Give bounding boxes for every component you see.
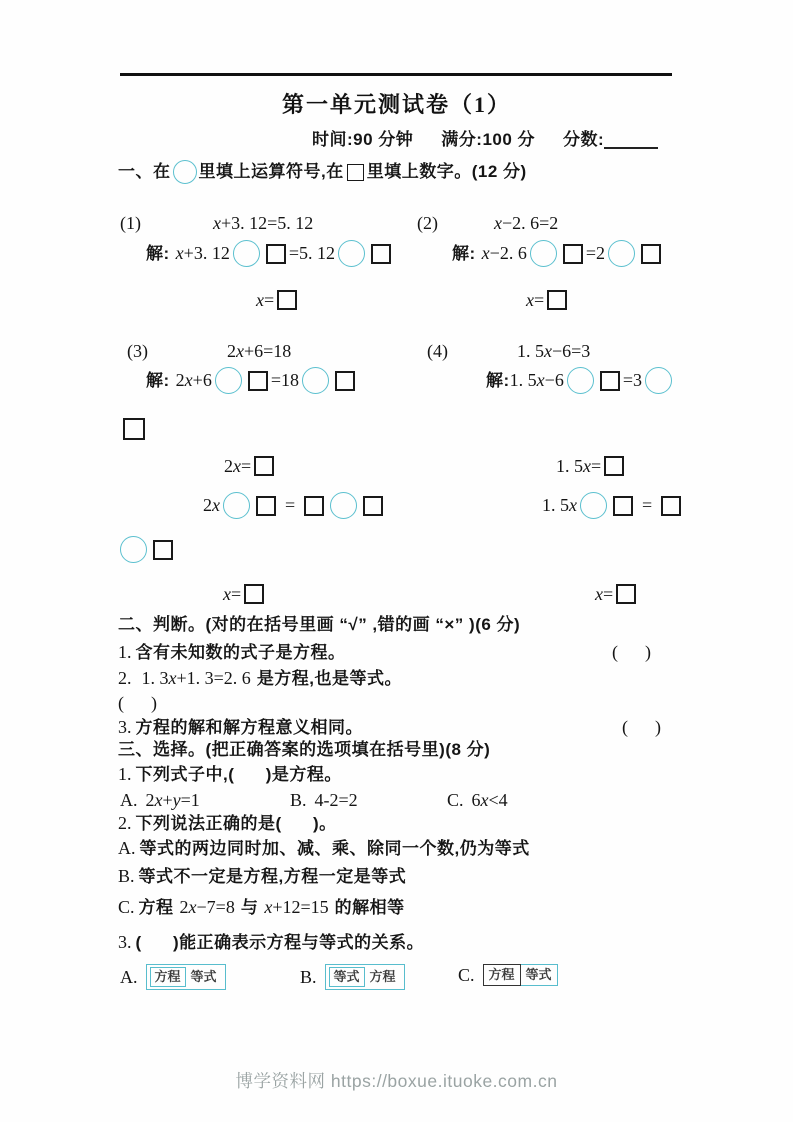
problem-3-equation: 2 x +6=18 [227, 341, 292, 361]
problem-1-equation: x +3. 12=5. 12 [213, 213, 314, 233]
section3-heading: 三、选择。(把正确答案的选项填在括号里)(8 分) [118, 740, 491, 759]
choice-q2-option-b [118, 865, 406, 888]
item-text: 下列式子中,( )是方程。 [135, 764, 342, 784]
x-equals: x= [595, 584, 614, 604]
number-box [304, 496, 324, 516]
choice-q2-option-a [118, 837, 530, 860]
solve-lhs: x−2. 6 [481, 243, 527, 264]
venn-outer-label: 等式 [190, 969, 217, 984]
option-text-post: 的解相等 [334, 897, 405, 917]
problem-3-answer-row [223, 583, 267, 606]
option-text: 等式不一定是方程,方程一定是等式 [138, 866, 407, 886]
score-underline [604, 130, 658, 149]
venn-diagram-outer-box [325, 964, 405, 990]
number-box [363, 496, 383, 516]
number-box [641, 244, 661, 264]
step-lhs: 2x= [224, 456, 252, 476]
left-box: 方程 [483, 964, 521, 986]
number-box [244, 584, 264, 604]
right-box: 等式 [521, 964, 558, 986]
info-line [312, 129, 658, 150]
option-label: A. [120, 966, 138, 987]
answer-bracket: ( ) [612, 642, 651, 662]
option-label: B. [300, 966, 317, 987]
option-equation: 4-2=2 [314, 790, 358, 810]
section2-heading: 二、判断。(对的在括号里画 “√” ,错的画 “×” )(6 分) [118, 615, 521, 634]
item-text: 下列说法正确的是( )。 [135, 813, 337, 833]
option-label: B. [290, 790, 307, 810]
solve-rhs: =3 [622, 370, 642, 391]
step-lhs: 2x [203, 495, 220, 516]
item-text: 含有未知数的式子是方程。 [135, 642, 346, 662]
operator-circle [338, 240, 365, 267]
number-box [254, 456, 274, 476]
option-text: 等式的两边同时加、减、乘、除同一个数,仍为等式 [139, 838, 530, 858]
full-score-label: 满分:100 分 [441, 130, 536, 149]
problem-4-wrap-box-row [120, 418, 148, 440]
option-text-mid: 与 [240, 897, 259, 917]
problem-2-equation: x −2. 6=2 [494, 213, 559, 233]
number-box [335, 371, 355, 391]
choice-q3-option-b [300, 964, 405, 990]
x-equals: x= [223, 584, 242, 604]
problem-3-wrap-row [117, 536, 176, 563]
venn-diagram-inner-box: 等式 [329, 967, 365, 987]
option-label: A. [118, 838, 136, 858]
solve-rhs: =5. 12 [288, 243, 335, 264]
problem-2-solve-row [452, 240, 664, 267]
judge-item-3 [118, 716, 363, 739]
number-box [547, 290, 567, 310]
choice-q1 [118, 763, 342, 786]
solve-lhs: 1. 5x−6 [509, 370, 564, 391]
number-box [661, 496, 681, 516]
number-box [613, 496, 633, 516]
number-box [248, 371, 268, 391]
item-equation: 1. 3x+1. 3=2. 6 [141, 668, 251, 688]
number-box [123, 418, 145, 440]
option-label: A. [120, 790, 138, 810]
item-text: 是方程,也是等式。 [256, 668, 403, 688]
judge-item-2 [118, 667, 402, 690]
problem-4-answer-row [595, 583, 639, 606]
number-box [563, 244, 583, 264]
operator-circle [302, 367, 329, 394]
choice-q2-option-c [118, 896, 405, 919]
problem-3-solve-row [146, 367, 358, 394]
option-equation: 2x+y=1 [145, 790, 200, 810]
problem-2-answer-row [526, 289, 570, 312]
operator-circle [567, 367, 594, 394]
page-title: 第一单元测试卷（1） [281, 92, 511, 117]
item-text: ( )能正确表示方程与等式的关系。 [135, 932, 425, 952]
solve-label: 解: [146, 243, 170, 263]
choice-q1-option-c [447, 789, 508, 812]
item-number: 3. [118, 717, 132, 737]
problem-3-number: (3) [127, 341, 148, 361]
choice-q3-option-a [120, 964, 226, 990]
option-equation-2: x+12=15 [264, 897, 329, 917]
solve-label: 解: [146, 370, 170, 390]
option-text-pre: 方程 [138, 897, 174, 917]
operator-circle [215, 367, 242, 394]
problem-2-number: (2) [417, 213, 438, 233]
number-box [371, 244, 391, 264]
venn-outer-label: 方程 [369, 969, 396, 984]
problem-1-answer-row [256, 289, 300, 312]
operator-circle [330, 492, 357, 519]
option-label: C. [118, 897, 135, 917]
number-box [347, 164, 364, 181]
item-number: 1. [118, 642, 132, 662]
operator-circle [608, 240, 635, 267]
section1-heading-mid: 里填上运算符号,在 [198, 162, 344, 182]
step-lhs: 1. 5x= [556, 456, 602, 476]
number-box [600, 371, 620, 391]
score-label: 分数: [563, 130, 605, 149]
solve-rhs: =2 [585, 243, 605, 264]
number-box [604, 456, 624, 476]
judge-item-1 [118, 641, 346, 664]
operator-circle [173, 160, 197, 184]
problem-4-number: (4) [427, 341, 448, 361]
step-lhs: 1. 5x [542, 495, 577, 516]
operator-circle [580, 492, 607, 519]
item-number: 1. [118, 764, 132, 784]
problem-4-step3-row [542, 492, 684, 519]
x-equals: x= [526, 290, 545, 310]
item-number: 3. [118, 932, 132, 952]
operator-circle [530, 240, 557, 267]
time-label: 时间:90 分钟 [312, 130, 414, 149]
solve-lhs: x+3. 12 [175, 243, 230, 264]
answer-bracket: ( ) [118, 693, 157, 713]
answer-bracket: ( ) [622, 717, 661, 737]
top-rule [120, 73, 672, 76]
item-number: 2. [118, 668, 132, 688]
problem-4-solve-row [486, 367, 675, 394]
operator-circle [233, 240, 260, 267]
solve-label: 解: [452, 243, 476, 263]
choice-q1-option-a [120, 789, 200, 812]
choice-q3 [118, 931, 424, 954]
choice-q1-option-b [290, 789, 358, 812]
item-number: 2. [118, 813, 132, 833]
x-equals: x= [256, 290, 275, 310]
problem-3-step3-row [203, 492, 386, 519]
section1-heading-post: 里填上数字。(12 分) [366, 162, 527, 182]
operator-circle [223, 492, 250, 519]
solve-rhs: =18 [270, 370, 299, 391]
number-box [616, 584, 636, 604]
problem-3-step2-row [224, 455, 277, 478]
option-label: B. [118, 866, 135, 886]
section1-heading [118, 160, 527, 184]
equals-sign: = [642, 495, 653, 516]
option-equation-1: 2x−7=8 [179, 897, 235, 917]
problem-4-equation: 1. 5 x −6=3 [517, 341, 591, 361]
problem-1-number: (1) [120, 213, 141, 233]
number-box [266, 244, 286, 264]
number-box [153, 540, 173, 560]
choice-q2 [118, 812, 337, 835]
option-label: C. [458, 965, 475, 985]
option-label: C. [447, 790, 464, 810]
number-box [277, 290, 297, 310]
option-equation: 6x<4 [471, 790, 508, 810]
choice-q3-option-c [458, 964, 558, 987]
operator-circle [120, 536, 147, 563]
section1-heading-pre: 一、在 [118, 162, 171, 182]
venn-diagram-inner-box: 方程 [150, 967, 186, 987]
operator-circle [645, 367, 672, 394]
problem-1-solve-row [146, 240, 394, 267]
venn-diagram-outer-box [146, 964, 226, 990]
problem-4-step2-row [556, 455, 627, 478]
solve-lhs: 2x+6 [175, 370, 212, 391]
footer-watermark: 博学资料网 https://boxue.ituoke.com.cn [235, 1071, 558, 1091]
number-box [256, 496, 276, 516]
item-text: 方程的解和解方程意义相同。 [135, 717, 363, 737]
equals-sign: = [285, 495, 296, 516]
adjacent-boxes-diagram [483, 964, 558, 986]
solve-label: 解: [486, 370, 510, 390]
